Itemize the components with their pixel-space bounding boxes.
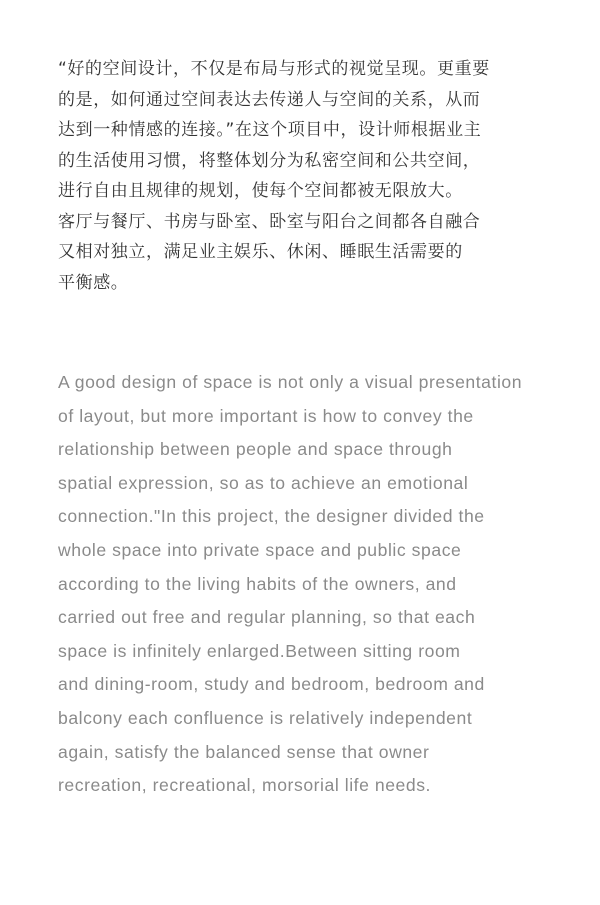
article-body (58, 54, 544, 796)
chinese-paragraph: “好的空间设计，不仅是布局与形式的视觉呈现。更重要 的是，如何通过空间表达去传递人与空间的关系，从而 达到一种情感的连接。”在这个项目中，设计师根据业主 的生活使用习惯，将整体划分为私密空间和公共空间， 进行自由且规律的规划，使每个空间都被无限放大。 客厅与餐厅、书房与卧室、卧室与阳台之间都各自融合 又相对独立，满足业主娱乐、休闲、睡眠生活需要的 平衡感。 (58, 59, 490, 293)
english-paragraph: A good design of space is not only a visual presentation of layout, but more important is how to convey the relationship between people and space through spatial expression, so as to achieve an emotional connection."In this project, the designer divided the whole space into private space and public space according to the living habits of the owners, and carried out free and regular planning, so that each space is infinitely enlarged.Between sitting room and dining-room, study and bedroom, bedroom and balcony each confluence is relatively independent again, satisfy the balanced sense that owner recreation, recreational, morsorial life needs. (58, 372, 523, 796)
